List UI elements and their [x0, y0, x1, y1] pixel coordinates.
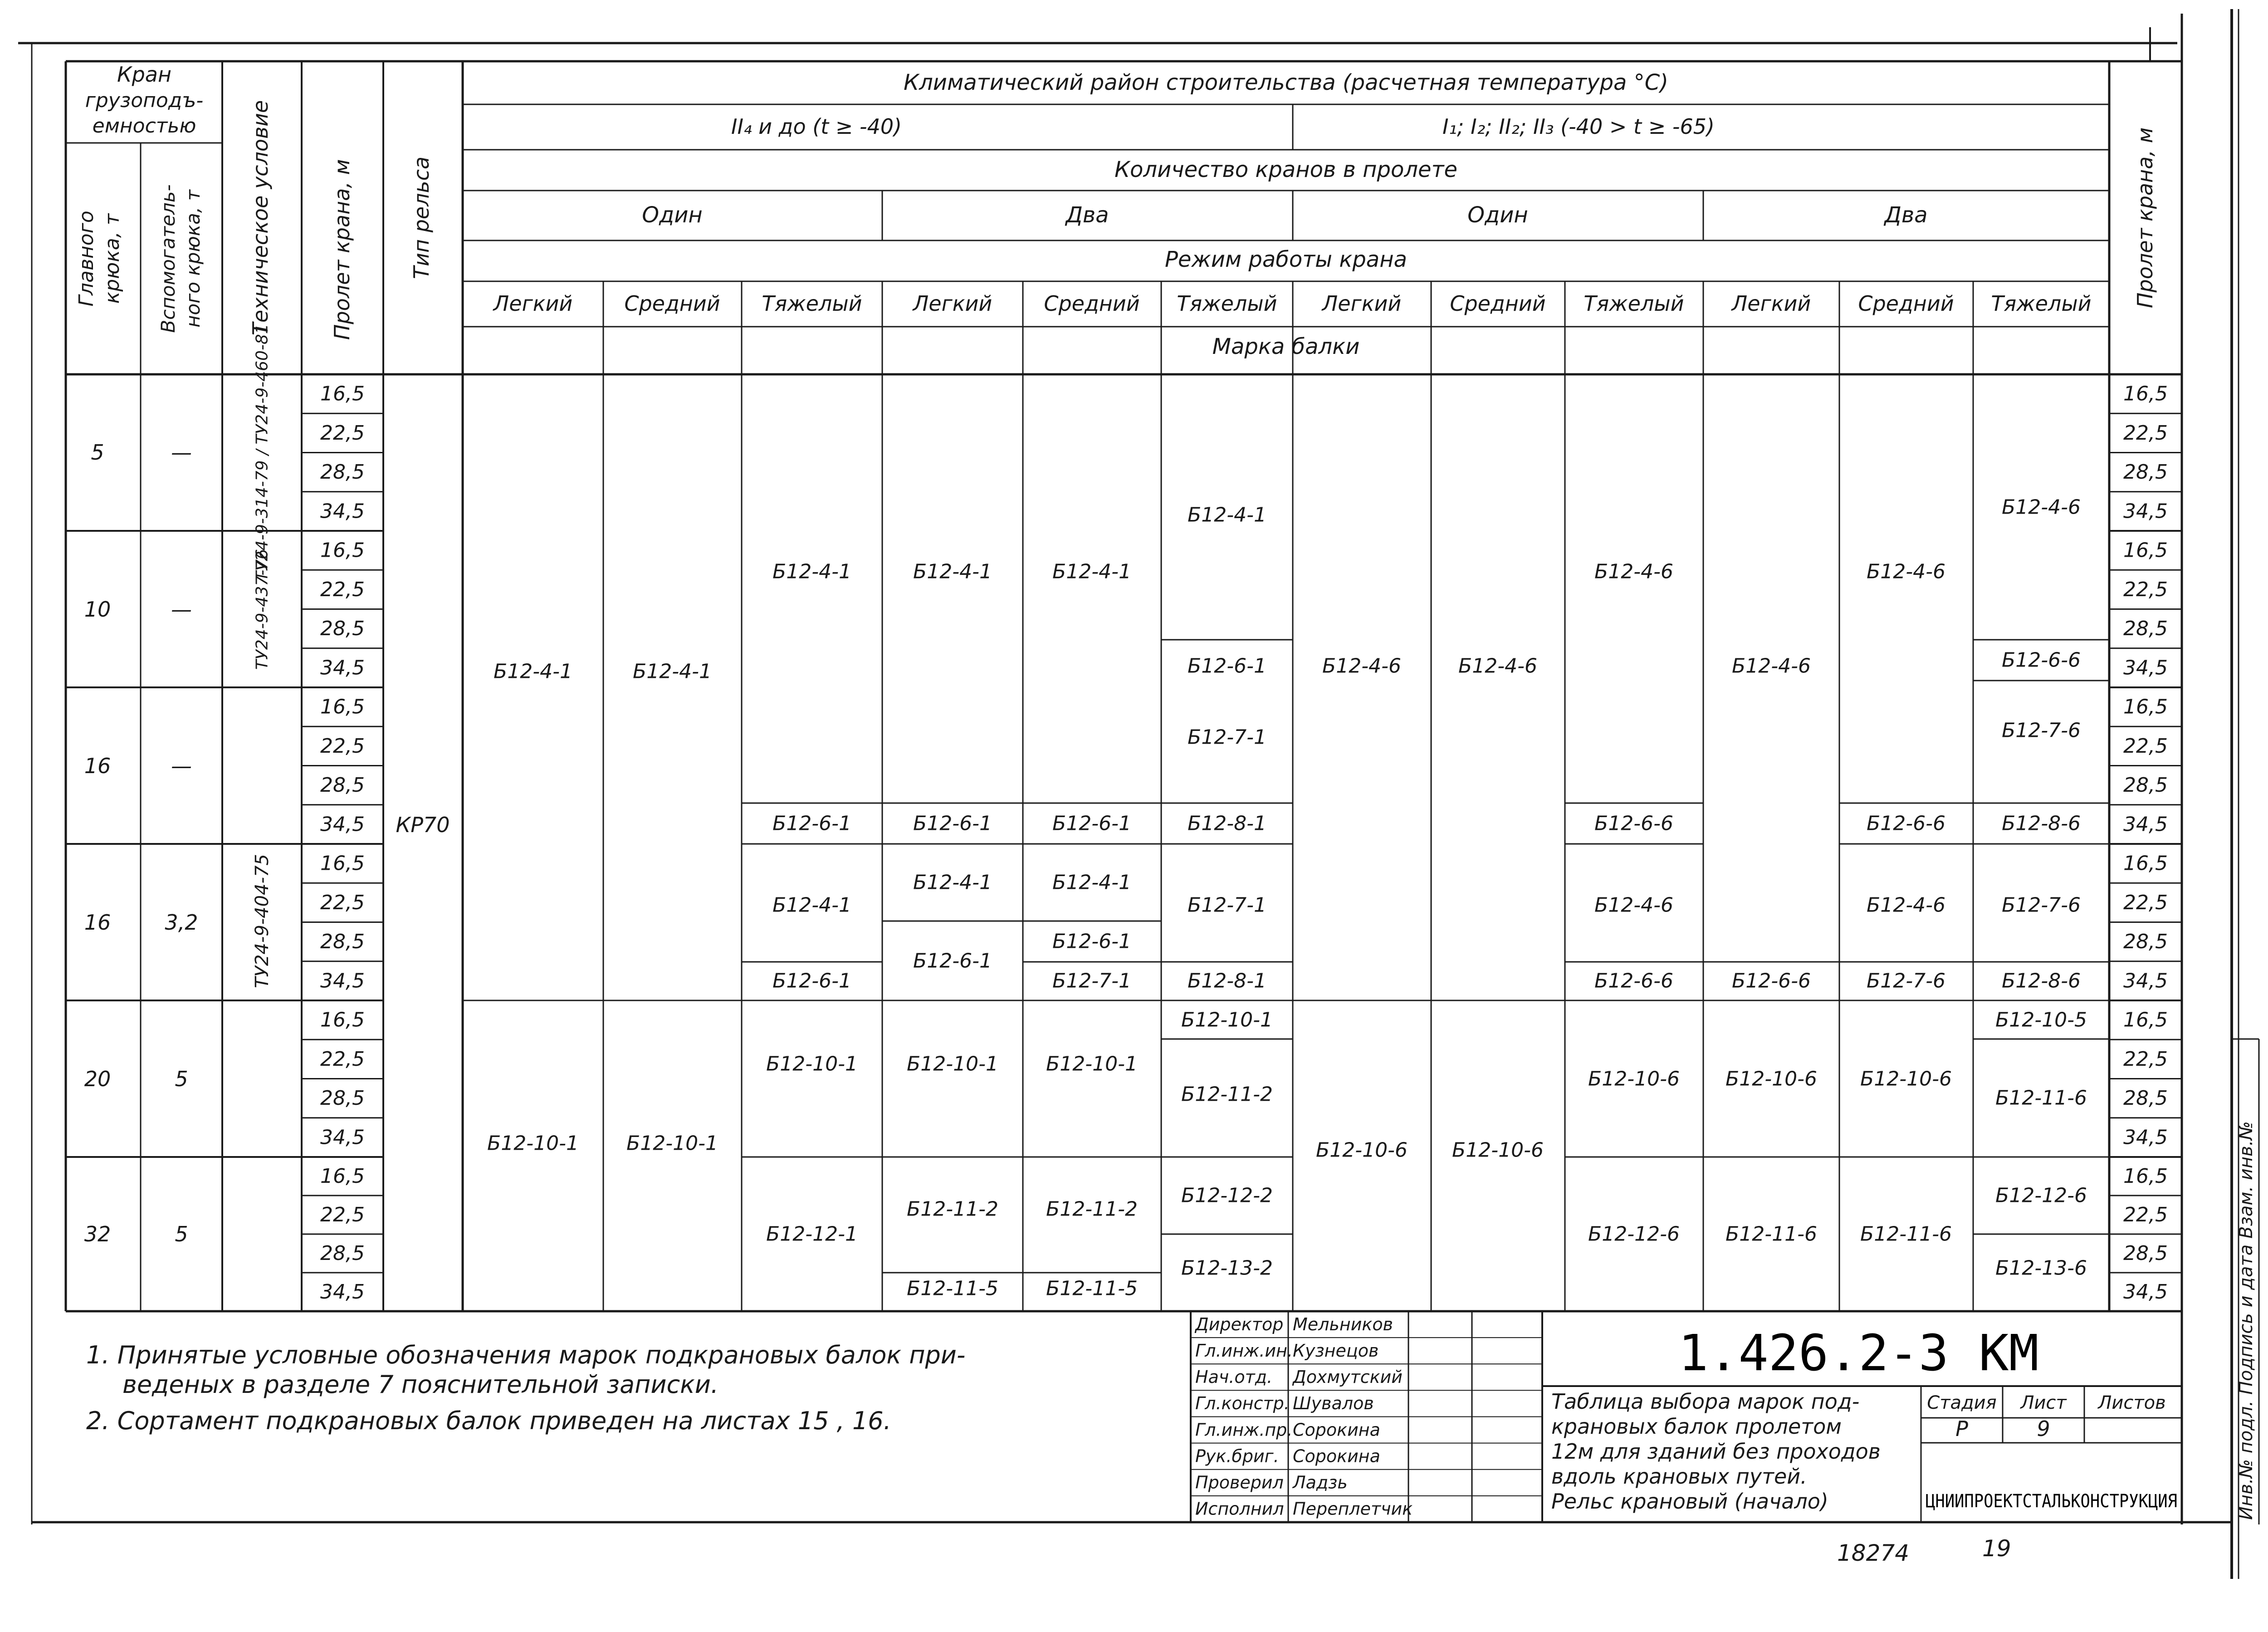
span-value: 16,5 [320, 695, 365, 719]
mark-cell: Б12-10-6 [1860, 1067, 1952, 1091]
tb-name: Мельников [1293, 1314, 1393, 1334]
header-dva-1: Два [1066, 202, 1109, 228]
glav-0: 5 [91, 440, 104, 465]
header-prolet: Пролет крана, м [330, 159, 354, 340]
tb-name: Дохмутский [1293, 1367, 1403, 1387]
mark-cell: Б12-4-1 [772, 893, 851, 917]
span-value: 16,5 [320, 382, 365, 406]
header-nogo-kryuka: ного крюка, т [182, 190, 204, 328]
span-value-right: 28,5 [2123, 1242, 2168, 1265]
span-value: 28,5 [320, 774, 365, 797]
desc-line-2: крановых балок пролетом [1551, 1414, 1842, 1439]
mark-cell: Б12-6-1 [1052, 930, 1131, 953]
mark-cell: Б12-8-1 [1188, 969, 1266, 993]
header-odin-2: Один [1467, 202, 1528, 228]
span-value-right: 34,5 [2123, 656, 2168, 680]
span-value: 28,5 [320, 461, 365, 484]
mark-cell: Б12-13-6 [1995, 1256, 2087, 1280]
tb-role: Гл.инж.пр. [1195, 1420, 1293, 1440]
header-klimat: Климатический район строительства (расчетная температура °C) [904, 70, 1668, 95]
mark-cell: Б12-4-1 [1052, 871, 1131, 894]
mark-cell: Б12-4-6 [1458, 654, 1537, 678]
mode-light-4: Легкий [1731, 291, 1811, 316]
mark-cell: Б12-12-6 [1588, 1222, 1680, 1246]
tb-name: Переплетчик [1293, 1499, 1413, 1519]
mark-cell: Б12-12-2 [1181, 1184, 1273, 1207]
mark-cell: Б12-4-6 [1594, 560, 1673, 583]
tb-role: Проверил [1195, 1472, 1284, 1493]
header-tip-relsa: Тип рельса [409, 156, 434, 279]
vsp-1: — [171, 597, 192, 622]
span-value-right: 28,5 [2123, 461, 2168, 484]
span-row-lines [302, 413, 2182, 1273]
mark-cell: Б12-4-6 [1867, 560, 1945, 583]
mark-cell: Б12-11-2 [1046, 1197, 1138, 1221]
mark-cell: Б12-4-6 [1732, 654, 1811, 678]
mark-cell: Б12-6-6 [1594, 812, 1673, 835]
span-value: 28,5 [320, 1242, 365, 1265]
vsp-0: — [171, 440, 192, 465]
header-glavnogo: Главного [75, 211, 98, 307]
mark-cell: Б12-13-2 [1181, 1256, 1273, 1280]
span-value-right: 22,5 [2123, 1203, 2168, 1226]
span-value-right: 22,5 [2123, 421, 2168, 445]
mark-cell: Б12-12-1 [766, 1222, 858, 1246]
span-value: 22,5 [320, 734, 365, 758]
mark-cell: Б12-8-6 [2002, 812, 2081, 835]
bottom-numbers [1837, 1535, 2011, 1566]
mark-cell: Б12-10-1 [1046, 1052, 1138, 1076]
mode-heavy-3: Тяжелый [1584, 291, 1684, 316]
table-grid [66, 61, 2182, 1311]
span-value-right: 22,5 [2123, 1047, 2168, 1071]
mark-cell: Б12-10-1 [766, 1052, 858, 1076]
mark-cell: Б12-10-1 [626, 1132, 718, 1155]
desc-line-4: вдоль крановых путей. [1551, 1464, 1807, 1489]
span-value-right: 22,5 [2123, 891, 2168, 914]
side-stamp [2232, 1039, 2259, 1524]
stage-label: Стадия [1927, 1392, 1997, 1413]
mode-medium-1: Средний [624, 291, 720, 316]
mark-cell: Б12-8-6 [2002, 969, 2081, 993]
span-value: 16,5 [320, 1165, 365, 1188]
mark-cell: Б12-4-1 [494, 660, 572, 683]
span-value-right: 16,5 [2123, 382, 2168, 406]
header-rezhim: Режим работы крана [1164, 247, 1408, 272]
tb-name: Сорокина [1293, 1446, 1380, 1466]
mark-cell: Б12-11-2 [1181, 1083, 1273, 1106]
span-value: 22,5 [320, 1047, 365, 1071]
span-value-right: 16,5 [2123, 1165, 2168, 1188]
notes [86, 1341, 965, 1435]
span-value-right: 34,5 [2123, 1280, 2168, 1304]
mark-cell: Б12-4-6 [1594, 893, 1673, 917]
span-value: 16,5 [320, 1008, 365, 1032]
mark-cell: Б12-10-1 [1181, 1008, 1273, 1032]
note-1: 1. Принятые условные обозначения марок подкрановых балок при- [86, 1341, 966, 1369]
tu-2: ТУ24-9-404-75 [252, 854, 273, 988]
mark-cell: Б12-6-1 [913, 812, 992, 835]
side-stamp-text: Инв.№ подл. Подпись и дата Взам. инв.№ [2236, 1121, 2257, 1520]
span-value-right: 34,5 [2123, 500, 2168, 523]
mark-cell: Б12-4-1 [913, 560, 992, 583]
mode-light-3: Легкий [1322, 291, 1402, 316]
glav-2: 16 [84, 754, 111, 778]
tb-name: Сорокина [1293, 1420, 1380, 1440]
mark-cell: Б12-10-5 [1995, 1008, 2087, 1032]
vsp-2: — [171, 754, 192, 778]
mark-cell: Б12-10-1 [907, 1052, 998, 1076]
span-value-right: 22,5 [2123, 578, 2168, 601]
mode-medium-3: Средний [1450, 291, 1546, 316]
organization: ЦНИИПРОЕКТСТАЛЬКОНСТРУКЦИЯ [1926, 1491, 2177, 1512]
mark-cell: Б12-6-1 [1188, 654, 1266, 678]
mark-cell: Б12-4-6 [2002, 495, 2081, 519]
vsp-5: 5 [175, 1222, 188, 1246]
tb-name: Шувалов [1293, 1393, 1374, 1414]
desc-line-5: Рельс крановый (начало) [1551, 1489, 1828, 1514]
tb-role: Гл.инж.ин. [1195, 1340, 1293, 1361]
tb-role: Нач.отд. [1195, 1367, 1273, 1387]
span-value-right: 28,5 [2123, 1087, 2168, 1110]
desc-line-1: Таблица выбора марок под- [1551, 1389, 1860, 1414]
mark-cell: Б12-10-6 [1452, 1138, 1544, 1162]
span-value: 34,5 [320, 1126, 365, 1149]
header-kolichestvo: Количество кранов в пролете [1114, 157, 1458, 182]
mark-cell: Б12-7-1 [1052, 969, 1131, 993]
bottom-num-1: 18274 [1837, 1540, 1910, 1566]
span-value: 34,5 [320, 500, 365, 523]
header-region2: I₁; I₂; II₂; II₃ (-40 > t ≥ -65) [1442, 114, 1715, 139]
span-value: 22,5 [320, 891, 365, 914]
header-kran: Кран [117, 62, 172, 87]
span-value-right: 16,5 [2123, 852, 2168, 875]
mark-cell: Б12-11-6 [1725, 1222, 1817, 1246]
stage-value: Р [1955, 1416, 1968, 1441]
span-value: 34,5 [320, 1280, 365, 1304]
mark-cell: Б12-7-1 [1188, 893, 1266, 917]
mark-cell: Б12-11-6 [1995, 1086, 2087, 1110]
tb-role: Рук.бриг. [1195, 1446, 1279, 1466]
mark-cell: Б12-4-1 [913, 871, 992, 894]
sheets-label: Листов [2098, 1392, 2166, 1413]
tb-name: Ладзь [1293, 1472, 1348, 1493]
glav-4: 20 [84, 1067, 111, 1091]
span-value-right: 28,5 [2123, 774, 2168, 797]
mark-cell: Б12-6-1 [913, 949, 992, 973]
beam-marks [487, 496, 2087, 1300]
span-value: 34,5 [320, 813, 365, 836]
desc-line-3: 12м для зданий без проходов [1551, 1439, 1881, 1464]
header-gruzopod: грузоподъ- [85, 89, 204, 112]
sheet-value: 9 [2037, 1416, 2050, 1441]
mark-cell: Б12-6-1 [772, 812, 851, 835]
mark-cell: Б12-7-1 [1188, 725, 1266, 749]
tb-role: Исполнил [1195, 1499, 1284, 1519]
header-odin-1: Один [642, 202, 703, 228]
mark-cell: Б12-7-6 [2002, 893, 2081, 917]
sheet-label: Лист [2020, 1392, 2067, 1413]
header-prolet-right: Пролет крана, м [2133, 127, 2157, 309]
mode-heavy-2: Тяжелый [1177, 291, 1277, 316]
title-block [1191, 1311, 2182, 1522]
header-vspomog: Вспомогатель- [157, 184, 179, 333]
mark-cell: Б12-7-6 [2002, 719, 2081, 742]
mark-cell: Б12-11-5 [907, 1277, 998, 1300]
span-value-right: 16,5 [2123, 1008, 2168, 1032]
tb-name: Кузнецов [1293, 1340, 1379, 1361]
glav-5: 32 [84, 1222, 111, 1246]
mark-cell: Б12-6-6 [1867, 812, 1945, 835]
note-2: 2. Сортамент подкрановых балок приведен на листах 15 , 16. [86, 1407, 891, 1435]
mark-cell: Б12-11-6 [1860, 1222, 1952, 1246]
title-block-rows [1191, 1314, 1542, 1519]
span-value: 28,5 [320, 930, 365, 954]
mark-cell: Б12-8-1 [1188, 812, 1266, 835]
mark-cell: Б12-4-6 [1322, 654, 1401, 678]
span-value: 34,5 [320, 656, 365, 680]
tb-role: Гл.констр. [1195, 1393, 1290, 1414]
mark-cell: Б12-4-1 [772, 560, 851, 583]
crane-rows [84, 323, 450, 1246]
header-tech-cond: Техническое условие [248, 100, 273, 336]
span-value: 28,5 [320, 617, 365, 641]
bottom-num-2: 19 [1982, 1535, 2011, 1562]
vsp-3: 3,2 [165, 910, 198, 935]
span-value-right: 34,5 [2123, 1126, 2168, 1149]
mode-medium-4: Средний [1858, 291, 1954, 316]
span-value: 22,5 [320, 1203, 365, 1226]
span-value-right: 34,5 [2123, 813, 2168, 836]
header-kryuka: крюка, т [101, 213, 124, 304]
tu-0: ТУ24-9-314-79 / ТУ24-9-460-81 [253, 323, 272, 581]
mark-cell: Б12-6-6 [2002, 648, 2081, 672]
header-emnost: емностью [92, 114, 196, 137]
mode-light-1: Легкий [493, 291, 573, 316]
span-value: 28,5 [320, 1087, 365, 1110]
mark-cell: Б12-10-6 [1588, 1067, 1680, 1091]
mark-cell: Б12-6-6 [1732, 969, 1811, 993]
span-value-right: 28,5 [2123, 617, 2168, 641]
span-value-right: 22,5 [2123, 734, 2168, 758]
span-value: 22,5 [320, 421, 365, 445]
mark-cell: Б12-10-1 [487, 1132, 579, 1155]
glav-1: 10 [84, 597, 111, 622]
mark-cell: Б12-11-2 [907, 1197, 998, 1221]
mode-light-2: Легкий [913, 291, 992, 316]
span-value: 16,5 [320, 852, 365, 875]
span-value-right: 16,5 [2123, 695, 2168, 719]
mark-cell: Б12-6-1 [772, 969, 851, 993]
mark-cell: Б12-4-1 [1188, 503, 1266, 527]
doc-code: 1.426.2-3 КМ [1678, 1324, 2039, 1382]
span-value-right: 16,5 [2123, 539, 2168, 562]
mark-cell: Б12-10-6 [1316, 1138, 1408, 1162]
mark-cell: Б12-6-6 [1594, 969, 1673, 993]
tu-1: ТУ24-9-437-76 [253, 549, 272, 670]
table-header [75, 62, 2157, 359]
rail-type: КР70 [396, 813, 450, 837]
tb-role: Директор [1195, 1314, 1284, 1334]
mark-cell-lines [463, 640, 2109, 1273]
glav-3: 16 [84, 910, 111, 935]
mark-cell: Б12-10-6 [1725, 1067, 1817, 1091]
mark-cell: Б12-7-6 [1867, 969, 1945, 993]
mark-cell: Б12-11-5 [1046, 1277, 1138, 1300]
mode-heavy-4: Тяжелый [1991, 291, 2092, 316]
mark-cell: Б12-4-1 [633, 660, 712, 683]
header-dva-2: Два [1884, 202, 1928, 228]
span-value-right: 34,5 [2123, 969, 2168, 993]
mark-cell: Б12-4-6 [1867, 893, 1945, 917]
mark-cell: Б12-6-1 [1052, 812, 1131, 835]
vsp-4: 5 [175, 1067, 188, 1091]
mode-heavy-1: Тяжелый [762, 291, 862, 316]
span-value: 16,5 [320, 539, 365, 562]
mark-cell: Б12-12-6 [1995, 1184, 2087, 1207]
mode-medium-2: Средний [1044, 291, 1140, 316]
span-value-right: 28,5 [2123, 930, 2168, 954]
span-value: 22,5 [320, 578, 365, 601]
span-value: 34,5 [320, 969, 365, 993]
header-marka: Марка балки [1212, 334, 1360, 359]
header-region1: II₄ и до (t ≥ -40) [731, 114, 902, 139]
note-1-cont: веденых в разделе 7 пояснительной записки. [122, 1370, 719, 1399]
mark-cell: Б12-4-1 [1052, 560, 1131, 583]
